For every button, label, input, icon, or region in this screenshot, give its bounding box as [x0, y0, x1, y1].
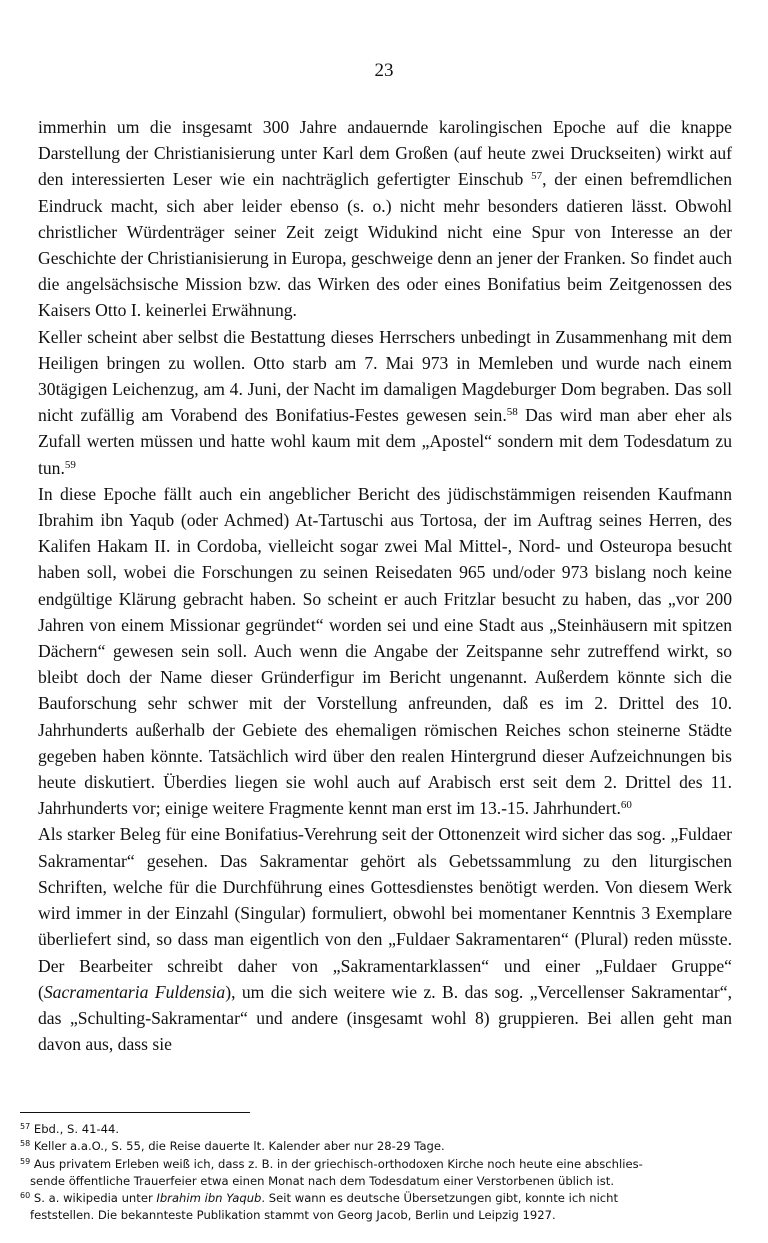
footnote-60 [20, 1190, 740, 1225]
text: ), um die sich weitere wie z. B. das sog. „Vercellenser Sakramentar“, das „Schulting-Sakramentar“ und andere (insgesamt wohl 8) gruppieren. Bei allen geht man davon aus, dass sie [38, 981, 732, 1055]
footnote-text: Aus privatem Erleben weiß ich, dass z. B. in der griechisch-orthodoxen Kirche noch heute eine abschlies- [30, 1156, 643, 1171]
footnote-italic: Ibrahim ibn Yaqub [156, 1191, 262, 1206]
italic-term: Sacramentaria Fuldensia [43, 981, 226, 1002]
footnote-separator [20, 1112, 250, 1113]
footnote-ref: 60 [620, 799, 632, 812]
text: Keller scheint aber selbst die Bestattung dieses Herrschers unbedingt in Zusammenhang mit dem Heiligen bringen zu wollen. Otto starb am 7. Mai 973 in Memleben und wurde nach einem 30tägigen Leichenzug, am 4. Juni, der Nacht im damaligen Magdeburger Dom begraben. Das soll nicht zufällig am Vorabend des Bonifatius-Festes gewesen sein. [38, 326, 732, 426]
text: , der einen befremdlichen Eindruck macht, sich aber leider ebenso (s. o.) nicht mehr besonders datieren lässt. Obwohl christlicher Würdenträger seiner Zeit zeigt Widukind nicht eine Spur von Interesse an der Geschichte der Christianisierung in Europa, geschweige denn an jener der Franken. So findet auch die angelsächsische Mission bzw. das Wirken des oder eines Bonifatius beim Zeitgenossen des Kaisers Otto I. keinerlei Erwähnung. [38, 169, 732, 321]
footnote-number: 59 [20, 1156, 31, 1166]
footnote-ref: 57 [531, 170, 543, 183]
footnote-number: 57 [20, 1122, 31, 1131]
footnote-continuation: sende öffentliche Trauerfeier etwa einen Monat nach dem Todesdatum einer Verstorbenen üblich ist. [30, 1173, 615, 1188]
footnotes [20, 1121, 740, 1225]
text: Das wird man aber eher als Zufall werten müssen und hatte wohl kaum mit dem „Apostel“ sondern mit dem Todesdatum zu tun. [38, 405, 732, 478]
paragraph-4 [38, 821, 732, 1057]
paragraph-3 [38, 481, 732, 822]
text: Als starker Beleg für eine Bonifatius-Verehrung seit der Ottonenzeit wird sicher das sog. „Fuldaer Sakramentar“ gesehen. Das Sakramentar gehört als Gebetssammlung zu den liturgischen Schriften, welche für die Durchführung eines Gottesdienstes benötigt werden. Von diesem Werk wird immer in der Einzahl (Singular) formuliert, obwohl bei momentaner Kenntnis 3 Exemplare überliefert sind, so dass man eigentlich von den „Fuldaer Sakramentaren“ (Plural) reden müsste. Der Bearbeiter schreibt daher von „Sakramentarklassen“ und einer „Fuldaer Gruppe“ ( [38, 824, 732, 1002]
paragraph-1 [38, 114, 732, 324]
text: immerhin um die insgesamt 300 Jahre andauernde karolingischen Epoche auf die knappe Darstellung der Christianisierung unter Karl dem Großen (auf heute zwei Druckseiten) wirkt auf den interessierten Leser wie ein nachträglich gefertigter Einschub [38, 117, 732, 190]
footnote-number: 58 [20, 1139, 31, 1149]
footnote-text: Ebd., S. 41-44. [30, 1122, 120, 1136]
footnote-text: . Seit wann es deutsche Übersetzungen gibt, konnte ich nicht [261, 1191, 619, 1206]
paragraph-2 [38, 324, 732, 481]
footnote-ref: 59 [64, 458, 76, 471]
page-number: 23 [374, 60, 394, 81]
footnote-text: S. a. wikipedia unter [30, 1191, 157, 1206]
footnote-continuation: feststellen. Die bekannteste Publikation stammt von Georg Jacob, Berlin und Leipzig 1927. [30, 1208, 556, 1223]
text: In diese Epoche fällt auch ein angeblicher Bericht des jüdischstämmigen reisenden Kaufmann Ibrahim ibn Yaqub (oder Achmed) At-Tartuschi aus Tortosa, der im Auftrag seines Herren, des Kalifen Hakam II. in Cordoba, vielleicht sogar zwei Mal Mittel-, Nord- und Osteuropa besucht haben soll, wobei die Forschungen zu seinen Reisedaten 965 und/oder 973 bislang noch keine endgültige Klärung gebracht haben. So scheint er auch Fritzlar besucht zu haben, das „vor 200 Jahren von einem Missionar gegründet“ worden sei und eine Stadt aus „Steinhäusern mit spitzen Dächern“ gewesen sein soll. Auch wenn die Angabe der Zeitspanne sehr zutreffend wirkt, so bleibt doch der Name dieser Gründerfigur im Bericht ungenannt. Außerdem könnte sich die Bauforschung sehr schwer mit der Vorstellung anfreunden, daß es im 2. Drittel des 10. Jahrhunderts außerhalb der Gebiete des ehemaligen römischen Reiches schon steinerne Städte gegeben haben könnte. Tatsächlich wird über den realen Hintergrund dieser Aufzeichnungen bis heute diskutiert. Überdies liegen sie wohl auch auf Arabisch erst seit dem 2. Drittel des 11. Jahrhunderts vor; einige weitere Fragmente kennt man erst im 13.-15. Jahrhundert. [38, 483, 732, 819]
footnote-57 [20, 1121, 740, 1138]
footnote-ref: 58 [506, 406, 518, 419]
body-text [38, 114, 732, 1057]
footnote-58 [20, 1138, 740, 1155]
footnote-59 [20, 1156, 740, 1191]
footnote-number: 60 [20, 1191, 31, 1201]
footnote-text: Keller a.a.O., S. 55, die Reise dauerte lt. Kalender aber nur 28-29 Tage. [30, 1139, 445, 1154]
